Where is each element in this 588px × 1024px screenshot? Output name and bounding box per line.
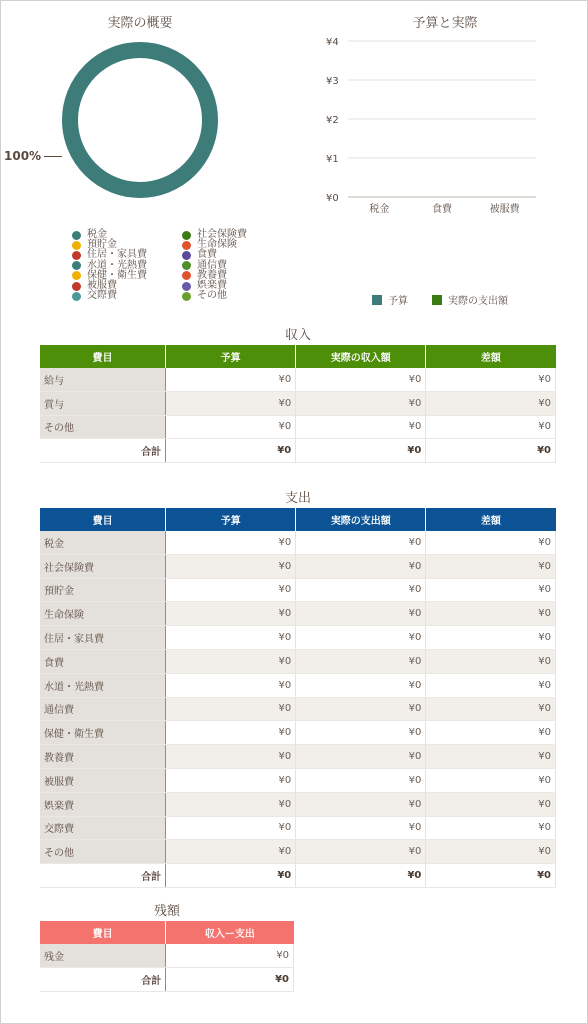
income-table xyxy=(40,345,556,463)
legend-swatch-icon xyxy=(432,295,442,305)
row-value-cell[interactable]: ¥0 xyxy=(426,840,556,864)
y-tick-label: ¥2 xyxy=(326,115,339,126)
table-row xyxy=(40,391,556,415)
donut-legend-right xyxy=(182,230,247,301)
table-row xyxy=(40,944,294,967)
row-value-cell[interactable]: ¥0 xyxy=(426,554,556,578)
row-value-cell[interactable]: ¥0 xyxy=(296,721,426,745)
legend-dot-icon xyxy=(72,292,81,301)
balance-table xyxy=(40,921,294,992)
donut-percent-label: 100% xyxy=(4,149,42,163)
expense-title: 支出 xyxy=(284,491,311,506)
table-row xyxy=(40,368,556,391)
total-row xyxy=(40,967,294,991)
row-value-cell[interactable]: ¥0 xyxy=(166,745,296,769)
expense-table xyxy=(40,508,556,888)
chart-legend xyxy=(372,292,532,307)
table-row xyxy=(40,768,556,792)
budget-vs-actual-chart xyxy=(316,30,546,230)
row-value-cell[interactable]: ¥0 xyxy=(166,697,296,721)
row-value-cell[interactable]: ¥0 xyxy=(426,697,556,721)
row-category[interactable]: 娯楽費 xyxy=(40,792,166,816)
column-header[interactable]: 費目 xyxy=(40,345,166,368)
row-value-cell[interactable]: ¥0 xyxy=(426,768,556,792)
row-value-cell[interactable]: ¥0 xyxy=(296,391,426,415)
x-tick-label: 食費 xyxy=(432,204,452,215)
legend-label: 生命保険 xyxy=(197,239,237,251)
table-row xyxy=(40,745,556,769)
legend-label: 水道・光熱費 xyxy=(87,259,147,271)
legend-label: 預貯金 xyxy=(87,239,117,251)
row-value-cell[interactable]: ¥0 xyxy=(166,415,296,439)
table-row xyxy=(40,531,556,554)
row-value-cell[interactable]: ¥0 xyxy=(426,649,556,673)
total-label: 合計 xyxy=(40,967,166,991)
row-value-cell[interactable]: ¥0 xyxy=(166,391,296,415)
donut-leader-line xyxy=(44,156,62,157)
column-header[interactable]: 費目 xyxy=(40,921,166,944)
y-tick-label: ¥0 xyxy=(326,193,339,204)
legend-dot-icon xyxy=(182,241,191,250)
row-value-cell[interactable]: ¥0 xyxy=(166,649,296,673)
legend-dot-icon xyxy=(72,251,81,260)
row-value-cell[interactable]: ¥0 xyxy=(426,721,556,745)
row-value-cell[interactable]: ¥0 xyxy=(426,391,556,415)
column-header[interactable]: 差額 xyxy=(426,508,556,531)
row-value-cell[interactable]: ¥0 xyxy=(296,531,426,554)
table-row xyxy=(40,840,556,864)
row-value-cell[interactable]: ¥0 xyxy=(296,626,426,650)
row-value-cell[interactable]: ¥0 xyxy=(296,602,426,626)
row-category[interactable]: その他 xyxy=(40,415,166,439)
legend-label: 教養費 xyxy=(197,269,227,281)
row-value-cell[interactable]: ¥0 xyxy=(426,578,556,602)
row-category[interactable]: 税金 xyxy=(40,531,166,554)
row-category[interactable]: 預貯金 xyxy=(40,578,166,602)
total-value-cell: ¥0 xyxy=(296,864,426,888)
total-value-cell: ¥0 xyxy=(166,967,294,991)
income-title: 収入 xyxy=(284,328,311,343)
column-header[interactable]: 実際の収入額 xyxy=(296,345,426,368)
row-value-cell[interactable]: ¥0 xyxy=(166,626,296,650)
donut-legend-left xyxy=(72,230,147,301)
row-value-cell[interactable]: ¥0 xyxy=(296,816,426,840)
chart-title: 予算と実際 xyxy=(412,16,478,31)
row-value-cell[interactable]: ¥0 xyxy=(426,816,556,840)
table-row xyxy=(40,721,556,745)
table-row xyxy=(40,816,556,840)
total-value-cell: ¥0 xyxy=(166,439,296,463)
row-category[interactable]: 住居・家具費 xyxy=(40,626,166,650)
table-header-row xyxy=(40,921,294,944)
row-value-cell[interactable]: ¥0 xyxy=(426,415,556,439)
table-header-row xyxy=(40,508,556,531)
table-row xyxy=(40,792,556,816)
total-row xyxy=(40,864,556,888)
row-value-cell[interactable]: ¥0 xyxy=(166,792,296,816)
row-value-cell[interactable]: ¥0 xyxy=(166,840,296,864)
total-label: 合計 xyxy=(40,439,166,463)
legend-dot-icon xyxy=(72,261,81,270)
row-value-cell[interactable]: ¥0 xyxy=(166,554,296,578)
row-value-cell[interactable]: ¥0 xyxy=(296,840,426,864)
legend-label: その他 xyxy=(197,290,227,302)
legend-dot-icon xyxy=(182,292,191,301)
total-row xyxy=(40,439,556,463)
row-value-cell[interactable]: ¥0 xyxy=(166,721,296,745)
row-value-cell[interactable]: ¥0 xyxy=(426,673,556,697)
row-value-cell[interactable]: ¥0 xyxy=(296,673,426,697)
row-value-cell[interactable]: ¥0 xyxy=(166,816,296,840)
legend-dot-icon xyxy=(72,241,81,250)
row-value-cell[interactable]: ¥0 xyxy=(296,578,426,602)
legend-item xyxy=(182,291,247,301)
total-label: 合計 xyxy=(40,864,166,888)
legend-dot-icon xyxy=(72,271,81,280)
column-header[interactable]: 予算 xyxy=(166,345,296,368)
row-category[interactable]: 教養費 xyxy=(40,745,166,769)
donut-ring xyxy=(70,50,210,190)
row-value-cell[interactable]: ¥0 xyxy=(426,368,556,391)
row-value-cell[interactable]: ¥0 xyxy=(166,602,296,626)
legend-label: 交際費 xyxy=(87,290,117,302)
row-category[interactable]: 被服費 xyxy=(40,768,166,792)
row-value-cell[interactable]: ¥0 xyxy=(296,649,426,673)
table-row xyxy=(40,602,556,626)
legend-label: 社会保険費 xyxy=(197,229,247,240)
chart-legend-item xyxy=(372,292,408,307)
legend-dot-icon xyxy=(182,251,191,260)
chart-legend-label: 予算 xyxy=(388,296,408,307)
legend-dot-icon xyxy=(72,231,81,240)
legend-dot-icon xyxy=(72,282,81,291)
legend-item xyxy=(72,291,147,301)
row-value-cell[interactable]: ¥0 xyxy=(296,554,426,578)
row-category[interactable]: 給与 xyxy=(40,368,166,391)
row-value-cell[interactable]: ¥0 xyxy=(296,768,426,792)
row-value-cell[interactable]: ¥0 xyxy=(296,415,426,439)
legend-label: 保健・衛生費 xyxy=(87,269,147,281)
row-value-cell[interactable]: ¥0 xyxy=(426,745,556,769)
legend-label: 通信費 xyxy=(197,259,227,271)
legend-dot-icon xyxy=(182,282,191,291)
row-value-cell[interactable]: ¥0 xyxy=(426,792,556,816)
row-value-cell[interactable]: ¥0 xyxy=(166,673,296,697)
row-category[interactable]: 残金 xyxy=(40,944,166,967)
chart-legend-item xyxy=(432,292,508,307)
row-value-cell[interactable]: ¥0 xyxy=(426,531,556,554)
column-header[interactable]: 予算 xyxy=(166,508,296,531)
table-row xyxy=(40,626,556,650)
row-value-cell[interactable]: ¥0 xyxy=(166,944,294,967)
row-value-cell[interactable]: ¥0 xyxy=(166,531,296,554)
total-value-cell: ¥0 xyxy=(426,864,556,888)
row-value-cell[interactable]: ¥0 xyxy=(426,602,556,626)
table-header-row xyxy=(40,345,556,368)
row-category[interactable]: その他 xyxy=(40,840,166,864)
row-value-cell[interactable]: ¥0 xyxy=(166,578,296,602)
column-header[interactable]: 実際の支出額 xyxy=(296,508,426,531)
row-value-cell[interactable]: ¥0 xyxy=(166,768,296,792)
table-row xyxy=(40,578,556,602)
y-tick-label: ¥1 xyxy=(326,154,339,165)
row-value-cell[interactable]: ¥0 xyxy=(426,626,556,650)
row-category[interactable]: 社会保険費 xyxy=(40,554,166,578)
row-category[interactable]: 水道・光熱費 xyxy=(40,673,166,697)
donut-chart xyxy=(60,40,220,200)
legend-dot-icon xyxy=(182,231,191,240)
total-value-cell: ¥0 xyxy=(166,864,296,888)
y-tick-label: ¥4 xyxy=(326,37,339,48)
row-value-cell[interactable]: ¥0 xyxy=(296,697,426,721)
legend-swatch-icon xyxy=(372,295,382,305)
row-value-cell[interactable]: ¥0 xyxy=(296,745,426,769)
donut-title: 実際の概要 xyxy=(107,16,173,31)
table-row xyxy=(40,673,556,697)
column-header[interactable]: 収入ー支出 xyxy=(166,921,294,944)
table-row xyxy=(40,649,556,673)
total-value-cell: ¥0 xyxy=(296,439,426,463)
legend-label: 食費 xyxy=(197,249,217,261)
legend-label: 税金 xyxy=(87,229,107,240)
legend-label: 娯楽費 xyxy=(197,279,227,291)
x-tick-label: 被服費 xyxy=(489,204,520,215)
column-header[interactable]: 差額 xyxy=(426,345,556,368)
legend-label: 被服費 xyxy=(87,279,117,291)
row-category[interactable]: 食費 xyxy=(40,649,166,673)
legend-label: 住居・家具費 xyxy=(87,249,147,261)
row-category[interactable]: 通信費 xyxy=(40,697,166,721)
row-category[interactable]: 交際費 xyxy=(40,816,166,840)
row-category[interactable]: 保健・衛生費 xyxy=(40,721,166,745)
table-row xyxy=(40,697,556,721)
y-tick-label: ¥3 xyxy=(326,76,339,87)
total-value-cell: ¥0 xyxy=(426,439,556,463)
legend-dot-icon xyxy=(182,261,191,270)
x-tick-label: 税金 xyxy=(369,204,390,215)
chart-legend-label: 実際の支出額 xyxy=(448,296,508,307)
row-category[interactable]: 生命保険 xyxy=(40,602,166,626)
row-value-cell[interactable]: ¥0 xyxy=(166,368,296,391)
row-value-cell[interactable]: ¥0 xyxy=(296,368,426,391)
column-header[interactable]: 費目 xyxy=(40,508,166,531)
table-row xyxy=(40,415,556,439)
table-row xyxy=(40,554,556,578)
row-value-cell[interactable]: ¥0 xyxy=(296,792,426,816)
row-category[interactable]: 賞与 xyxy=(40,391,166,415)
legend-dot-icon xyxy=(182,271,191,280)
balance-title: 残額 xyxy=(153,904,180,919)
